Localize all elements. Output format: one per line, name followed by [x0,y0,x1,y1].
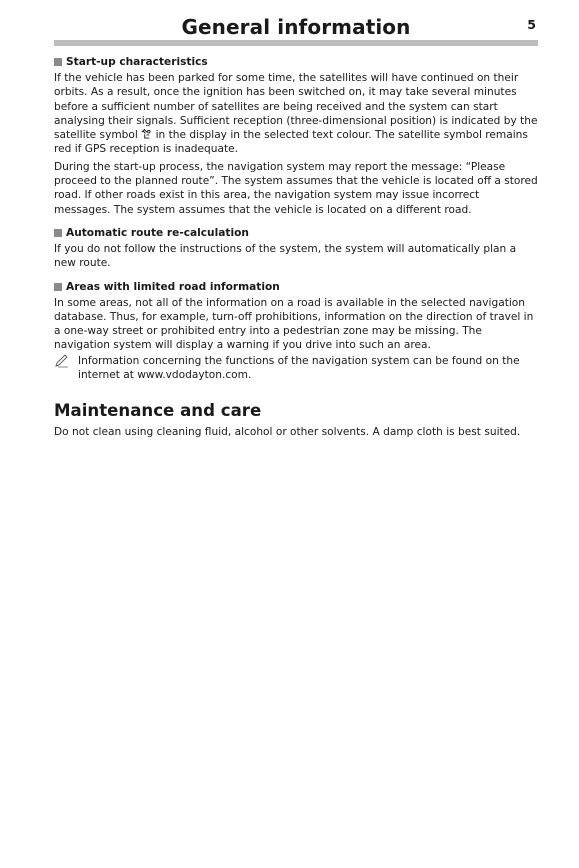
paragraph-text-before-icon: If the vehicle has been parked for some time, the satellites will have continued on their orbits. As a result, once the ignition has been switched on, it may take several minutes before a sufficient number of satellites are being received and the system can start analysing their signals. Sufficient reception (three-dimensional position) is indicated by the satellite symbol [54,72,538,142]
header-rule [54,40,538,46]
paragraph: If you do not follow the instructions of the system, the system will automatically plan a new route. [54,242,517,270]
page-title: General information [181,15,411,39]
page-header [54,14,538,40]
section-areas-with-limited-road-information [54,280,538,383]
paragraph: Do not clean using cleaning fluid, alcohol or other solvents. A damp cloth is best suited. [54,426,521,439]
paragraph: During the start-up process, the navigation system may report the message: “Please proceed to the planned route”. The system assumes that the vehicle is located off a stored road. If other roads exist in this area, the navigation system may issue incorrect messages. The system assumes that the vehicle is located on a different road. [54,160,538,216]
section-start-up-characteristics [54,55,538,217]
square-bullet-icon [54,58,62,66]
square-bullet-icon [54,283,62,291]
note [54,354,538,383]
section-heading-text: Start-up characteristics [66,56,208,68]
satellite-icon [141,128,152,139]
paragraph-text-after-icon: in the display in the selected text colour. The satellite symbol remains red if GPS reception is inadequate. [54,129,528,156]
page-number: 5 [527,17,536,32]
note-text: Information concerning the functions of the navigation system can be found on the internet at www.vdodayton.com. [78,354,520,382]
section-heading-text: Automatic route re-calculation [66,226,249,239]
section-heading [54,226,538,240]
square-bullet-icon [54,229,62,237]
section-heading [54,280,538,294]
paragraph [54,71,538,157]
section-heading-text: Areas with limited road information [66,280,280,293]
section-maintenance-and-care [54,401,538,439]
section-heading [54,55,538,69]
paragraph: In some areas, not all of the information on a road is available in the selected navigation database. Thus, for example, turn-off prohibitions, information on the direction of travel in a one-way street or prohibited entry into a pedestrian zone may be missing. The navigation system will display a warning if you drive into such an area. [54,296,534,352]
page [54,14,538,440]
pencil-note-icon [54,354,78,368]
maintenance-heading: Maintenance and care [54,401,262,421]
section-automatic-route-recalculation [54,226,538,271]
